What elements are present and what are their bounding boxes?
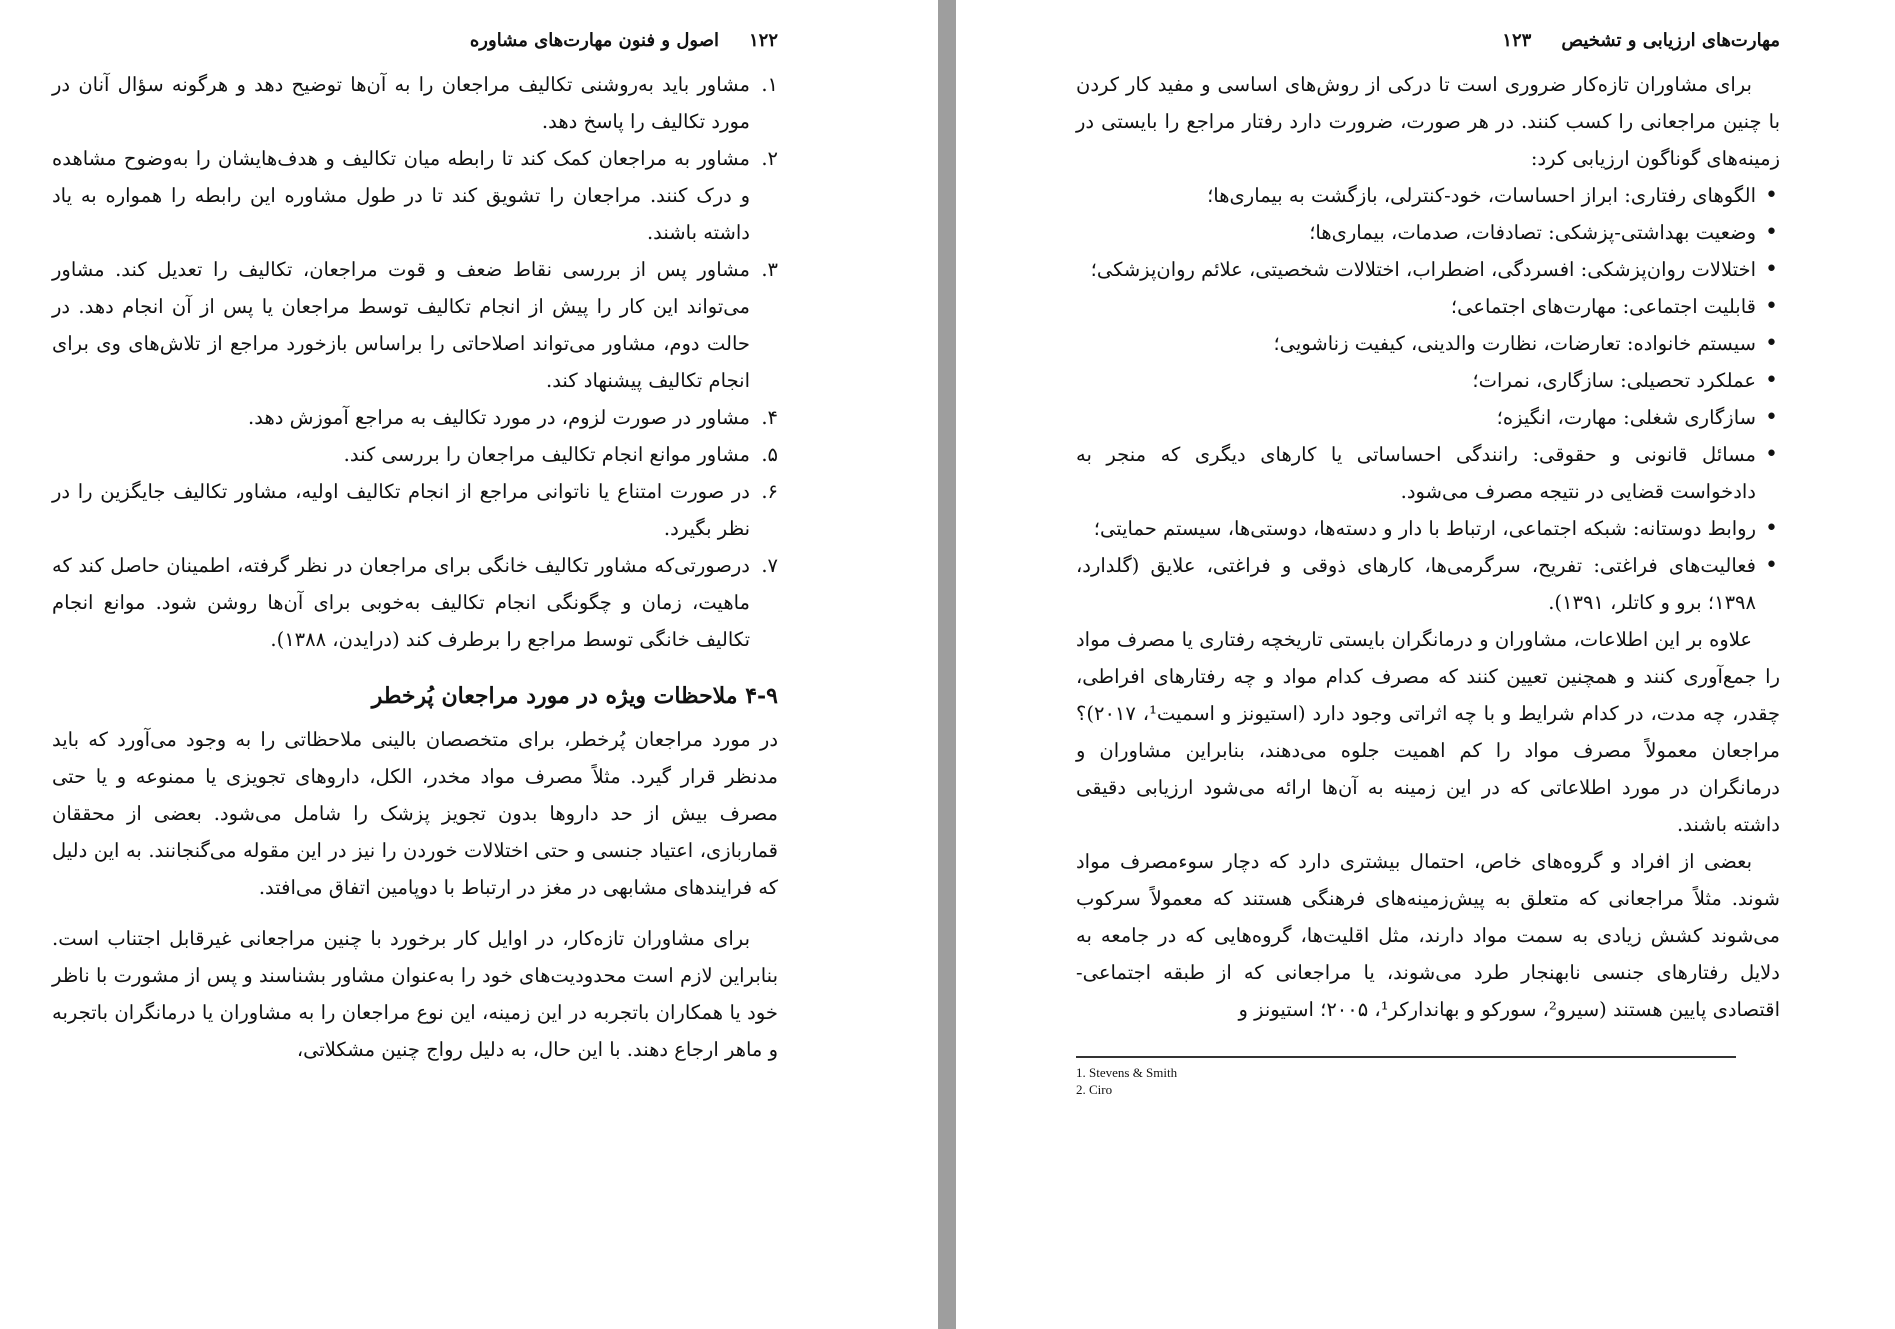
numbered-item bbox=[52, 399, 778, 436]
numbered-item bbox=[52, 473, 778, 547]
item-number: ۲. bbox=[761, 147, 778, 170]
item-text: مشاور پس از بررسی نقاط ضعف و قوت مراجعان، تکالیف را تعدیل کند. مشاور می‌تواند این کار را پیش از انجام تکالیف توسط مراجعان یا پس از آن انجام دهد. در حالت دوم، مشاور می‌تواند اصلاحاتی را براساس بازخورد مراجع از تلاش‌های وی برای انجام تکالیف پیشنهاد کند. bbox=[52, 258, 750, 392]
bullet-item: • روابط دوستانه: شبکه اجتماعی، ارتباط با دار و دسته‌ها، دوستی‌ها، سیستم حمایتی؛ bbox=[1076, 510, 1780, 547]
bullet-item: • الگوهای رفتاری: ابراز احساسات، خود-کنترلی، بازگشت به بیماری‌ها؛ bbox=[1076, 177, 1780, 214]
item-number: ۴. bbox=[761, 406, 778, 429]
footnotes bbox=[1076, 1064, 1780, 1098]
numbered-item bbox=[52, 66, 778, 140]
item-number: ۱. bbox=[761, 73, 778, 96]
section-heading: ۴-۹ ملاحظات ویژه در مورد مراجعان پُرخطر bbox=[371, 683, 778, 709]
left-book-page bbox=[0, 0, 938, 1329]
right-page-body bbox=[1076, 66, 1780, 1028]
bullet-item: • مسائل قانونی و حقوقی: رانندگی احساساتی یا کارهای دیگری که منجر به دادخواست قضایی در نتیجه مصرف می‌شود. bbox=[1076, 436, 1780, 510]
numbered-item bbox=[52, 436, 778, 473]
footnote: 1. Stevens & Smith bbox=[1076, 1065, 1178, 1080]
bullet-item: • عملکرد تحصیلی: سازگاری، نمرات؛ bbox=[1076, 362, 1780, 399]
item-text: مشاور در صورت لزوم، در مورد تکالیف به مراجع آموزش دهد. bbox=[248, 406, 750, 429]
item-text: در صورت امتناع یا ناتوانی مراجع از انجام تکالیف اولیه، مشاور تکالیف جایگزین را در نظر بگیرد. bbox=[52, 480, 750, 540]
item-number: ۶. bbox=[761, 480, 778, 503]
bullet-item: • قابلیت اجتماعی: مهارت‌های اجتماعی؛ bbox=[1076, 288, 1780, 325]
bullet-item: • سیستم خانواده: تعارضات، نظارت والدینی، کیفیت زناشویی؛ bbox=[1076, 325, 1780, 362]
paragraph: برای مشاوران تازه‌کار ضروری است تا درکی از روش‌های اساسی و مفید کار کردن با چنین مراجعانی را کسب کنند. در هر صورت، ضرورت دارد رفتار مراجع را بایستی در زمینه‌های گوناگون ارزیابی کرد: bbox=[1076, 73, 1780, 170]
page-gutter bbox=[938, 0, 956, 1329]
running-title: اصول و فنون مهارت‌های مشاوره bbox=[469, 30, 719, 51]
bullet-item: • فعالیت‌های فراغتی: تفریح، سرگرمی‌ها، کارهای ذوقی و فراغتی، علایق (گلدارد، ۱۳۹۸؛ برو و کاتلر، ۱۳۹۱). bbox=[1076, 547, 1780, 621]
right-book-page bbox=[956, 0, 1895, 1329]
footnote-rule bbox=[1076, 1056, 1736, 1058]
item-text: مشاور به مراجعان کمک کند تا رابطه میان تکالیف و هدف‌هایشان را به‌وضوح مشاهده و درک کنند. مراجعان را تشویق کند تا در طول مشاوره این رابطه را همواره به یاد داشته باشند. bbox=[52, 147, 750, 244]
item-number: ۳. bbox=[761, 258, 778, 281]
paragraph: علاوه بر این اطلاعات، مشاوران و درمانگران بایستی تاریخچه رفتاری یا مصرف مواد را جمع‌آوری کنند و همچنین تعیین کنند که مصرف کدام مواد و چه رفتارهای افراطی، چقدر، چه مدت، در کدام شرایط و با چه اثراتی وجود دارد (استیونز و اسمیت¹، ۲۰۱۷)؟ مراجعان معمولاً مصرف مواد را کم اهمیت جلوه می‌دهند، بنابراین مشاوران و درمانگران در مورد اطلاعاتی که در این زمینه به آن‌ها ارائه می‌شود ارزیابی دقیقی داشته باشند. bbox=[1076, 628, 1780, 836]
item-text: درصورتی‌که مشاور تکالیف خانگی برای مراجعان در نظر گرفته، اطمینان حاصل کند که ماهیت، زمان و چگونگی انجام تکالیف به‌خوبی برای آن‌ها روشن شود. موانع انجام تکالیف خانگی توسط مراجع را برطرف کند (درایدن، ۱۳۸۸). bbox=[52, 554, 750, 651]
page-header-right bbox=[1076, 30, 1780, 66]
item-text: مشاور باید به‌روشنی تکالیف مراجعان را به آن‌ها توضیح دهد و هرگونه سؤال آنان در مورد تکالیف را پاسخ دهد. bbox=[52, 73, 750, 133]
left-page-body bbox=[52, 66, 778, 1068]
page-number: ۱۲۳ bbox=[1502, 30, 1532, 51]
page-header-left bbox=[52, 30, 778, 66]
paragraph: در مورد مراجعان پُرخطر، برای متخصصان بالینی ملاحظاتی را به وجود می‌آورد که باید مدنظر قرار گیرد. مثلاً مصرف مواد مخدر، الکل، داروهای تجویزی یا ممنوعه و یا حتی مصرف بیش از حد داروها بدون تجویز پزشک را شامل می‌شود. بعضی از محققان قماربازی، اعتیاد جنسی و حتی اختلالات خوردن را نیز در این مقوله می‌گنجانند. به این دلیل که فرایندهای مشابهی در مغز در ارتباط با دوپامین اتفاق می‌افتد. bbox=[52, 728, 778, 899]
bullet-item: • اختلالات روان‌پزشکی: افسردگی، اضطراب، اختلالات شخصیتی، علائم روان‌پزشکی؛ bbox=[1076, 251, 1780, 288]
footnote: 2. Ciro bbox=[1076, 1082, 1113, 1097]
item-text: مشاور موانع انجام تکالیف مراجعان را بررسی کند. bbox=[343, 443, 750, 466]
bullet-item: • وضعیت بهداشتی-پزشکی: تصادفات، صدمات، بیماری‌ها؛ bbox=[1076, 214, 1780, 251]
numbered-item bbox=[52, 547, 778, 658]
item-number: ۷. bbox=[761, 554, 778, 577]
paragraph: بعضی از افراد و گروه‌های خاص، احتمال بیشتری دارد که دچار سوءمصرف مواد شوند. مثلاً مراجعانی که متعلق به پیش‌زمینه‌های فرهنگی هستند که معمولاً سرکوب می‌شوند کشش زیادی به سمت مواد دارند، مثل اقلیت‌ها، گروه‌هایی که در جامعه به دلایل رفتارهای جنسی نابهنجار طرد می‌شوند، یا مراجعانی که از طبقه اجتماعی-اقتصادی پایین هستند (سیرو²، سورکو و بهاندارکر¹، ۲۰۰۵؛ استیونز و bbox=[1076, 850, 1780, 1021]
paragraph: برای مشاوران تازه‌کار، در اوایل کار برخورد با چنین مراجعانی غیرقابل اجتناب است. بنابراین لازم است محدودیت‌های خود را به‌عنوان مشاور بشناسند و پس از مشورت با ناظر خود یا همکاران باتجربه در این زمینه، این نوع مراجعان را به مشاوران یا درمانگران باتجربه و ماهر ارجاع دهند. با این حال، به دلیل رواج چنین مشکلاتی، bbox=[52, 927, 778, 1061]
bullet-item: • سازگاری شغلی: مهارت، انگیزه؛ bbox=[1076, 399, 1780, 436]
numbered-item bbox=[52, 251, 778, 399]
running-title: مهارت‌های ارزیابی و تشخیص bbox=[1561, 30, 1780, 51]
item-number: ۵. bbox=[761, 443, 778, 466]
page-number: ۱۲۲ bbox=[748, 30, 778, 51]
numbered-item bbox=[52, 140, 778, 251]
